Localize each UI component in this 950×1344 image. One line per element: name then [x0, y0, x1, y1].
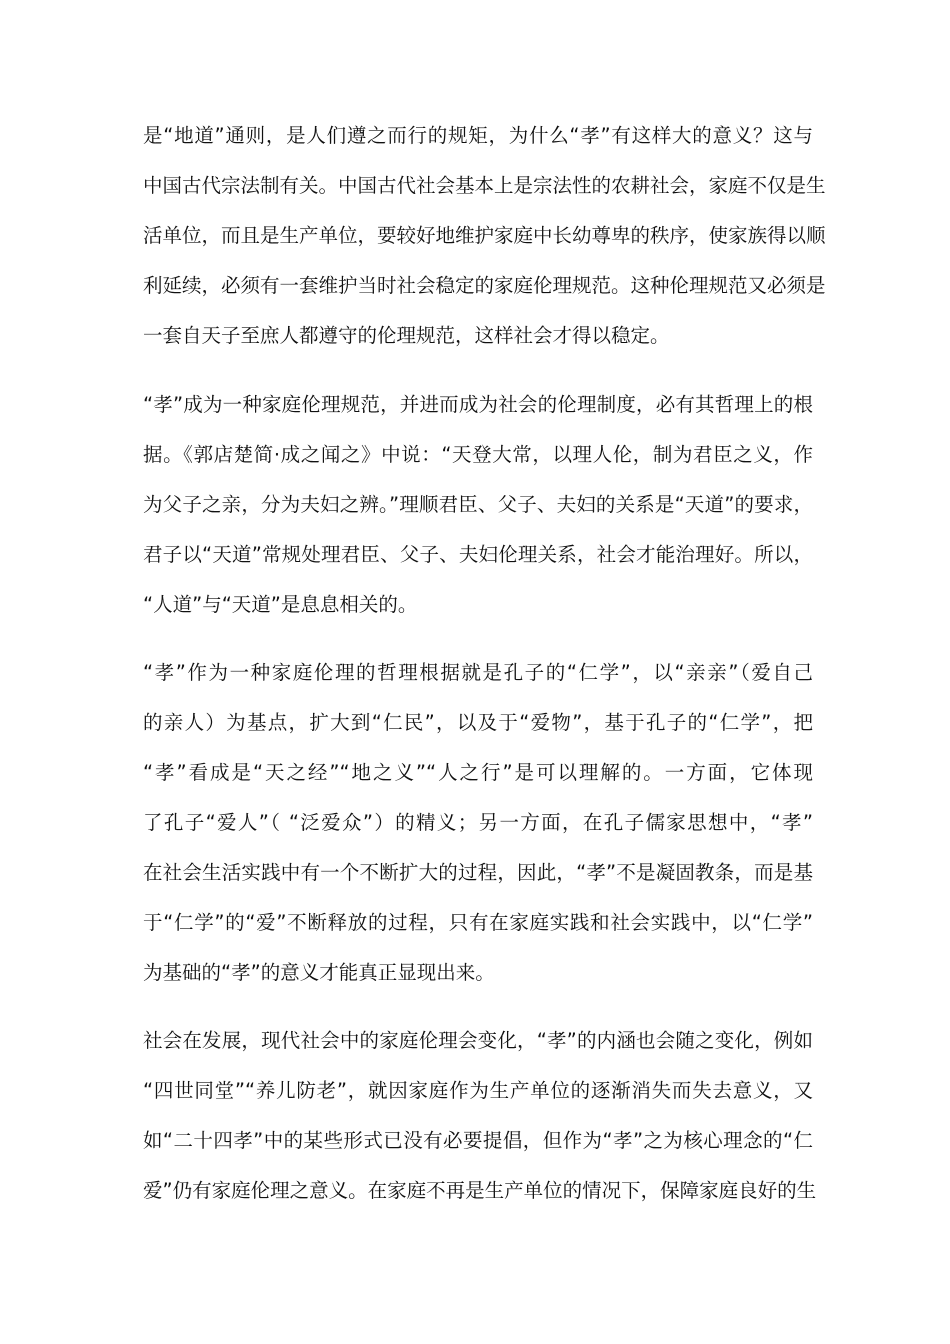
text-line: “孝”作为一种家庭伦理的哲理根据就是孔子的“仁学”，以“亲亲”（爱自己 [143, 661, 813, 684]
text-line: 中国古代宗法制有关。中国古代社会基本上是宗法性的农耕社会，家庭不仅是生 [143, 174, 826, 197]
text-line: “孝”看成是“天之经”“地之义”“人之行”是可以理解的。一方面，它体现 [143, 761, 813, 784]
text-line: 在社会生活实践中有一个不断扩大的过程，因此，“孝”不是凝固教条，而是基 [143, 861, 813, 884]
text-line: 一套自天子至庶人都遵守的伦理规范，这样社会才得以稳定。 [143, 324, 670, 347]
text-line: 如“二十四孝”中的某些形式已没有必要提倡，但作为“孝”之为核心理念的“仁 [143, 1129, 813, 1152]
text-line: 的亲人）为基点，扩大到“仁民”，以及于“爱物”，基于孔子的“仁学”，把 [143, 711, 813, 734]
text-line: 于“仁学”的“爱”不断释放的过程，只有在家庭实践和社会实践中，以“仁学” [143, 911, 813, 934]
text-line: 君子以“天道”常规处理君臣、父子、夫妇伦理关系，社会才能治理好。所以， [143, 543, 813, 566]
text-line: 了孔子“爱人”（ “泛爱众”）的精义；另一方面，在孔子儒家思想中，“孝” [143, 811, 813, 834]
text-line: 为父子之亲，分为夫妇之辨。”理顺君臣、父子、夫妇的关系是“天道”的要求， [143, 493, 813, 516]
text-line: 爱”仍有家庭伦理之意义。在家庭不再是生产单位的情况下，保障家庭良好的生 [143, 1179, 817, 1202]
text-line: 是“地道”通则，是人们遵之而行的规矩，为什么“孝”有这样大的意义？这与 [143, 124, 813, 147]
text-line: 据。《郭店楚简·成之闻之》中说：“天登大常，以理人伦，制为君臣之义，作 [143, 443, 813, 466]
text-line: 社会在发展，现代社会中的家庭伦理会变化，“孝”的内涵也会随之变化，例如 [143, 1029, 813, 1052]
text-line: “孝”成为一种家庭伦理规范，并进而成为社会的伦理制度，必有其哲理上的根 [143, 393, 813, 416]
text-line: 为基础的“孝”的意义才能真正显现出来。 [143, 961, 495, 984]
text-line: “四世同堂”“养儿防老”，就因家庭作为生产单位的逐渐消失而失去意义，又 [143, 1079, 813, 1102]
text-line: 利延续，必须有一套维护当时社会稳定的家庭伦理规范。这种伦理规范又必须是 [143, 274, 826, 297]
text-line: “人道”与“天道”是息息相关的。 [143, 593, 418, 616]
text-line: 活单位，而且是生产单位，要较好地维护家庭中长幼尊卑的秩序，使家族得以顺 [143, 224, 826, 247]
